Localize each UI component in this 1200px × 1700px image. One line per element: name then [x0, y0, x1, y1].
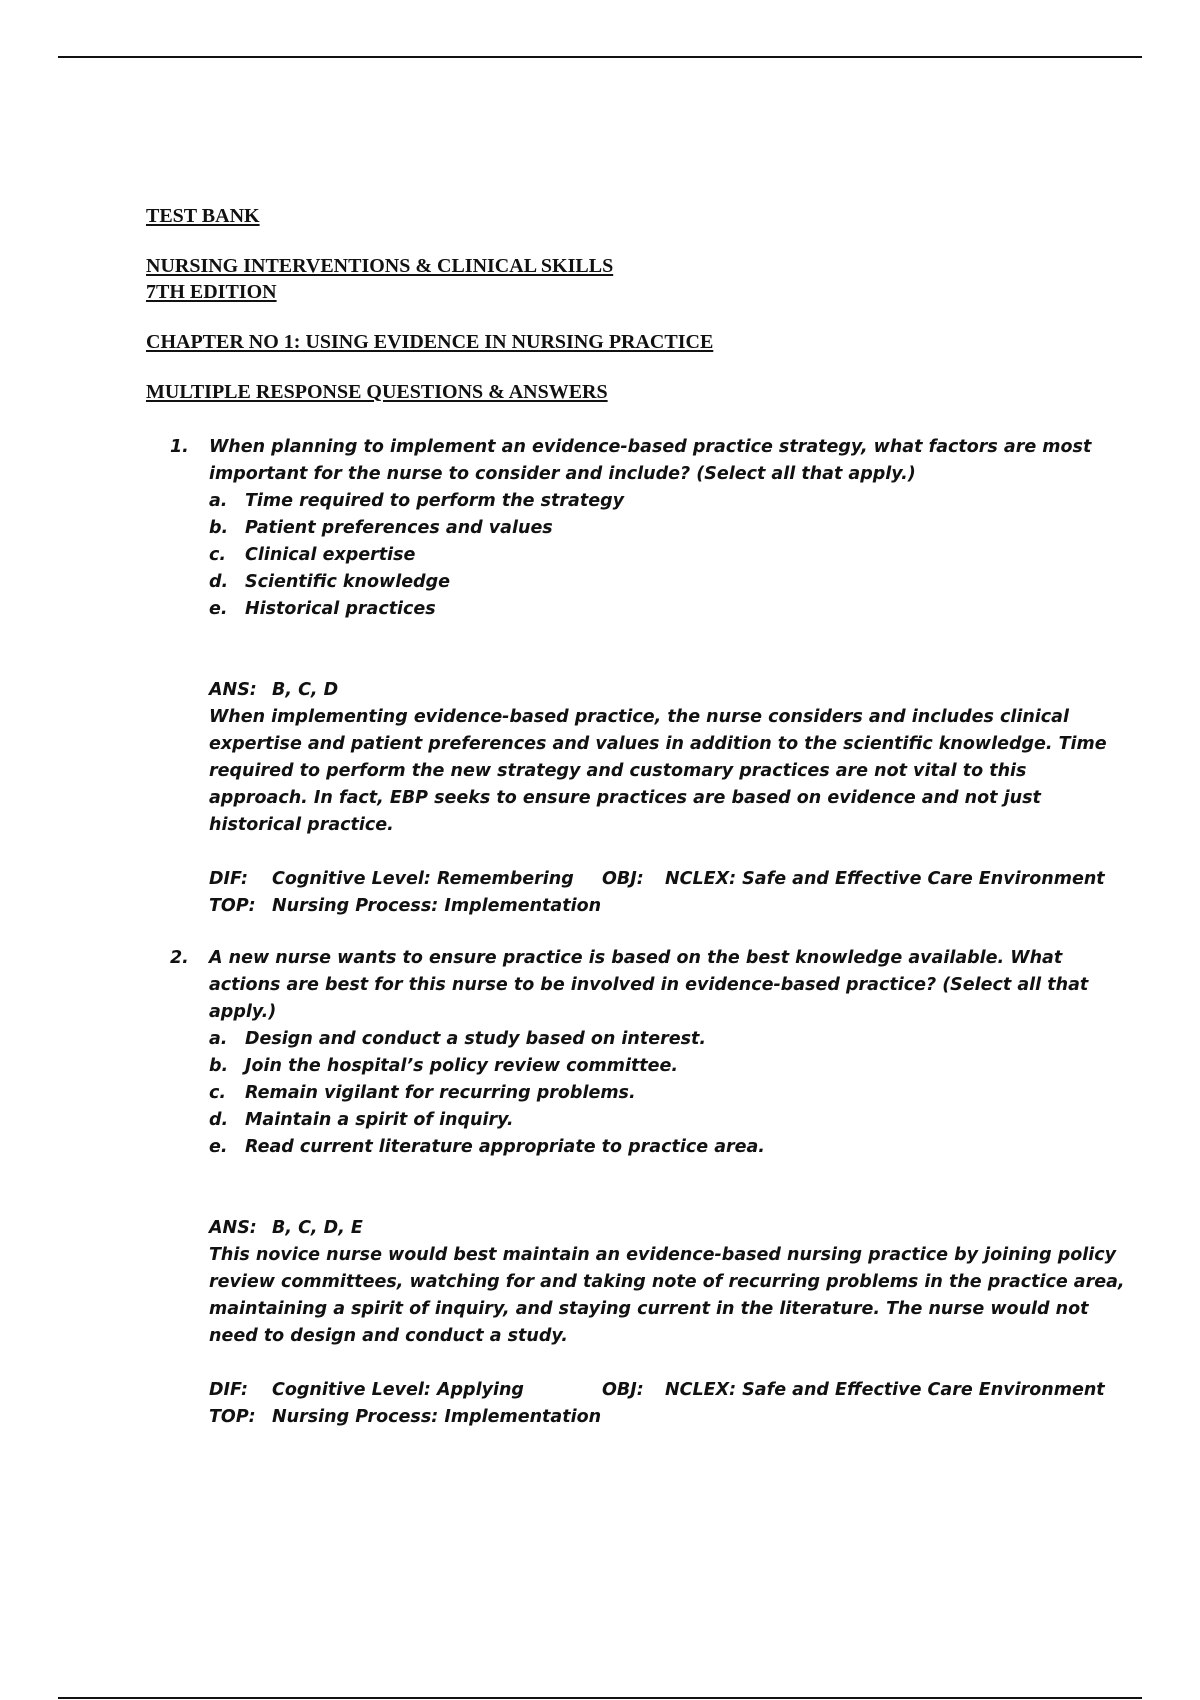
section-heading: MULTIPLE RESPONSE QUESTIONS & ANSWERS: [146, 381, 608, 403]
obj-value: NCLEX: Safe and Effective Care Environment: [665, 1380, 1105, 1400]
dif-value: Cognitive Level: Remembering: [272, 869, 574, 889]
meta-row-dif-obj: [209, 866, 1130, 893]
option-b: [209, 1053, 1130, 1080]
question-list: [170, 434, 1130, 1431]
option-d: [209, 1107, 1130, 1134]
option-letter: b.: [209, 1056, 229, 1076]
question-metadata: [209, 1377, 1130, 1431]
rationale-text: This novice nurse would best maintain an evidence-based nursing practice by joining policy review committees, watching for and taking note of recurring problems in the practice area, maintaining a spirit of inquiry, and staying current in the literature. The nurse would not need to design and conduct a study.: [209, 1245, 1125, 1346]
option-text: Join the hospital’s policy review committee.: [245, 1056, 679, 1076]
question-number: 1.: [170, 437, 189, 457]
option-text: Patient preferences and values: [245, 518, 553, 538]
option-letter: d.: [209, 1110, 229, 1130]
option-text: Maintain a spirit of inquiry.: [245, 1110, 514, 1130]
option-e: [209, 1134, 1130, 1161]
answer-label: ANS:: [209, 1218, 257, 1238]
meta-row-top: [209, 893, 1130, 920]
option-a: [209, 1026, 1130, 1053]
option-c: [209, 1080, 1130, 1107]
dif-label: DIF:: [209, 1380, 249, 1400]
answer-options: [209, 1026, 1130, 1161]
answer-label: ANS:: [209, 680, 257, 700]
option-letter: b.: [209, 518, 229, 538]
question-stem: A new nurse wants to ensure practice is based on the best knowledge available. What actions are best for this nurse to be involved in evidence-based practice? (Select all that apply.): [209, 948, 1089, 1022]
dif-value: Cognitive Level: Applying: [272, 1380, 524, 1400]
answer-block: [209, 1215, 1130, 1350]
question-1: [170, 434, 1130, 920]
rationale-text: When implementing evidence-based practice, the nurse considers and includes clinical expertise and patient preferences and values in addition to the scientific knowledge. Time required to perform the new strategy and customary practices are not vital to this approach. In fact, EBP seeks to ensure practices are based on evidence and not just historical practice.: [209, 707, 1107, 835]
answer-value: B, C, D, E: [272, 1218, 363, 1238]
top-value: Nursing Process: Implementation: [272, 896, 602, 916]
obj-value: NCLEX: Safe and Effective Care Environment: [665, 869, 1105, 889]
meta-row-dif-obj: [209, 1377, 1130, 1404]
question-metadata: [209, 866, 1130, 920]
question-2: [170, 945, 1130, 1431]
top-value: Nursing Process: Implementation: [272, 1407, 602, 1427]
bottom-rule: [58, 1697, 1142, 1699]
test-bank-heading: TEST BANK: [146, 205, 260, 227]
question-stem: When planning to implement an evidence-based practice strategy, what factors are most important for the nurse to consider and include? (Select all that apply.): [209, 437, 1092, 484]
option-letter: e.: [209, 1137, 228, 1157]
option-a: [209, 488, 1130, 515]
option-d: [209, 569, 1130, 596]
option-text: Read current literature appropriate to practice area.: [245, 1137, 765, 1157]
option-letter: e.: [209, 599, 228, 619]
option-text: Clinical expertise: [245, 545, 416, 565]
answer-line: [209, 1215, 1130, 1242]
answer-line: [209, 677, 1130, 704]
option-letter: a.: [209, 1029, 228, 1049]
option-letter: c.: [209, 1083, 227, 1103]
top-label: TOP:: [209, 896, 256, 916]
obj-label: OBJ:: [602, 1380, 644, 1400]
option-c: [209, 542, 1130, 569]
meta-row-top: [209, 1404, 1130, 1431]
option-text: Historical practices: [245, 599, 436, 619]
answer-options: [209, 488, 1130, 623]
answer-value: B, C, D: [272, 680, 339, 700]
option-text: Time required to perform the strategy: [245, 491, 625, 511]
option-letter: d.: [209, 572, 229, 592]
option-e: [209, 596, 1130, 623]
book-title-line1: NURSING INTERVENTIONS & CLINICAL SKILLS: [146, 255, 614, 277]
option-letter: a.: [209, 491, 228, 511]
top-rule: [58, 56, 1142, 58]
document-headings: [146, 203, 713, 405]
top-label: TOP:: [209, 1407, 256, 1427]
option-letter: c.: [209, 545, 227, 565]
option-text: Design and conduct a study based on interest.: [245, 1029, 707, 1049]
option-text: Scientific knowledge: [245, 572, 450, 592]
dif-label: DIF:: [209, 869, 249, 889]
answer-block: [209, 677, 1130, 839]
obj-label: OBJ:: [602, 869, 644, 889]
option-text: Remain vigilant for recurring problems.: [245, 1083, 636, 1103]
question-number: 2.: [170, 948, 189, 968]
book-title-line2: 7TH EDITION: [146, 281, 277, 303]
option-b: [209, 515, 1130, 542]
chapter-heading: CHAPTER NO 1: USING EVIDENCE IN NURSING PRACTICE: [146, 331, 714, 353]
